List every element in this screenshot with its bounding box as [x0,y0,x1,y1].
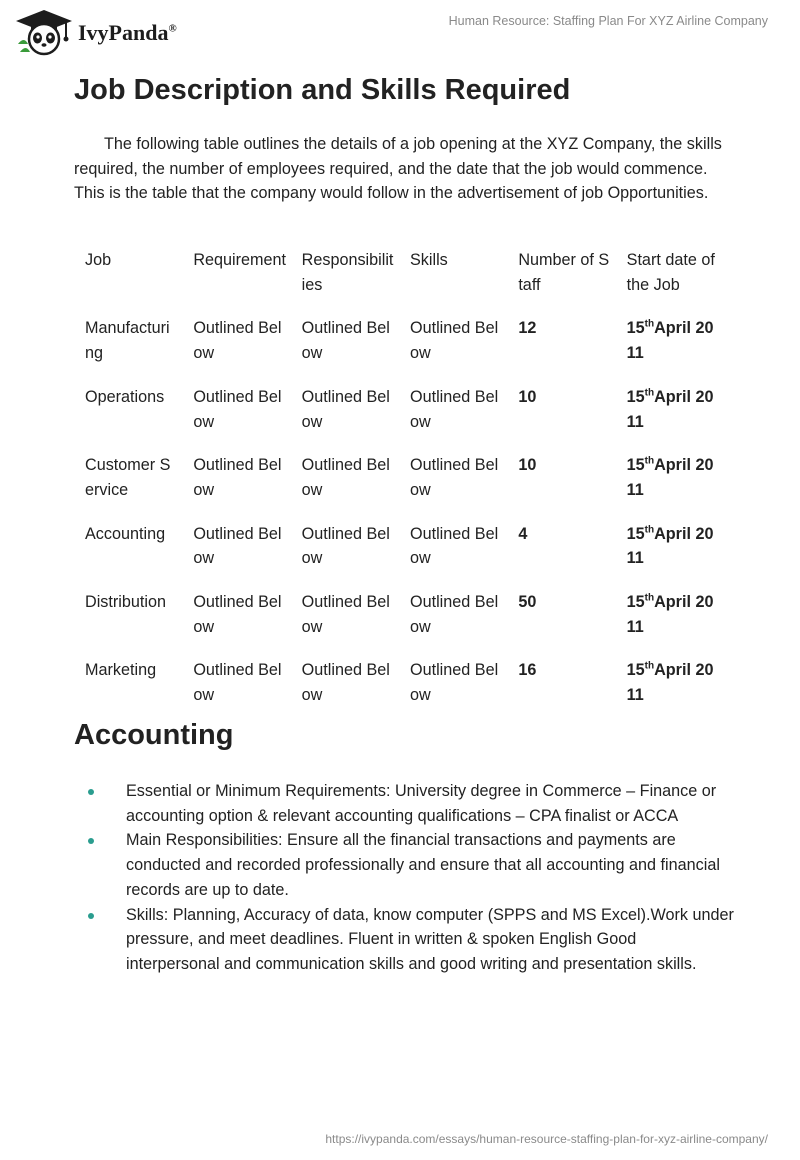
cell-staff-count: 12 [518,319,537,338]
table-header-row [74,246,724,314]
cell-staff-count: 50 [518,593,537,612]
bullet-dot-icon [88,838,94,844]
cell-job: Customer Service [85,456,171,499]
cell-staff-count: 4 [518,524,528,543]
source-url-link[interactable]: https://ivypanda.com/essays/human-resource-staffing-plan-for-xyz-airline-company/ [325,1132,768,1146]
bullet-dot-icon [88,913,94,919]
cell-responsibilities: Outlined Below [301,593,390,636]
cell-requirement: Outlined Below [193,661,282,705]
cell-skills: Outlined Below [409,661,499,705]
header-number-of-staff: Number of Staff [518,251,610,294]
table-row [74,520,724,588]
brand-name: IvyPanda® [78,20,177,45]
header-skills: Skills [409,251,448,269]
intro-paragraph: The following table outlines the details of a job opening at the XYZ Company, the skills required, the number of employees required, and the date that the job would commence. This is the table that the company would follow in the advertisement of job Opportunities. [74,135,722,203]
cell-job: Operations [85,387,165,406]
cell-responsibilities: Outlined Below [301,319,390,363]
job-openings-table [74,246,724,725]
table-row [74,588,724,656]
header-job: Job [85,251,112,269]
section-heading-accounting: Accounting [74,719,234,751]
cell-start-date: 15thApril 2011 [626,592,714,636]
cell-start-date: 15thApril 2011 [626,387,714,431]
cell-job: Manufacturing [85,319,170,363]
cell-skills: Outlined Below [409,524,499,568]
table-row [74,656,724,724]
ivypanda-logo[interactable] [14,8,177,56]
cell-skills: Outlined Below [409,593,499,636]
list-item: Essential or Minimum Requirements: University degree in Commerce – Finance or accounting option & relevant accounting qualifications – CPA finalist or ACCA [74,779,734,828]
cell-requirement: Outlined Below [193,456,282,499]
cell-requirement: Outlined Below [193,524,282,568]
cell-start-date: 15thApril 2011 [626,524,714,568]
cell-requirement: Outlined Below [193,593,282,636]
cell-job: Marketing [85,661,157,680]
accounting-bullet-list [74,779,734,977]
list-item: Skills: Planning, Accuracy of data, know computer (SPPS and MS Excel).Work under pressure, and meet deadlines. Fluent in written & spoken English Good interpersonal and communication skills and good writing and presentation skills. [74,903,734,977]
header-responsibilities: Responsibilities [301,251,394,294]
cell-responsibilities: Outlined Below [301,456,390,499]
cell-requirement: Outlined Below [193,319,282,363]
cell-skills: Outlined Below [409,387,499,431]
table-row [74,451,724,519]
panda-mascot-icon [14,8,74,56]
list-item: Main Responsibilities: Ensure all the financial transactions and payments are conducted and recorded professionally and ensure that all accounting and financial records are up to date. [74,828,734,902]
cell-start-date: 15thApril 2011 [626,455,714,499]
cell-job: Accounting [85,524,166,543]
cell-start-date: 15thApril 2011 [626,319,714,363]
cell-responsibilities: Outlined Below [301,661,390,705]
cell-start-date: 15thApril 2011 [626,661,714,705]
cell-staff-count: 16 [518,661,537,680]
cell-job: Distribution [85,593,166,612]
section-heading-job-description: Job Description and Skills Required [74,74,571,106]
header-requirement: Requirement [193,251,287,269]
bullet-dot-icon [88,789,94,795]
cell-responsibilities: Outlined Below [301,387,390,431]
header-start-date: Start date of the Job [626,251,715,294]
running-title: Human Resource: Staffing Plan For XYZ Airline Company [448,14,768,28]
cell-staff-count: 10 [518,387,537,406]
cell-responsibilities: Outlined Below [301,524,390,568]
cell-skills: Outlined Below [409,319,499,363]
cell-staff-count: 10 [518,456,537,475]
cell-requirement: Outlined Below [193,387,282,431]
table-row [74,314,724,382]
cell-skills: Outlined Below [409,456,499,499]
table-row [74,383,724,451]
